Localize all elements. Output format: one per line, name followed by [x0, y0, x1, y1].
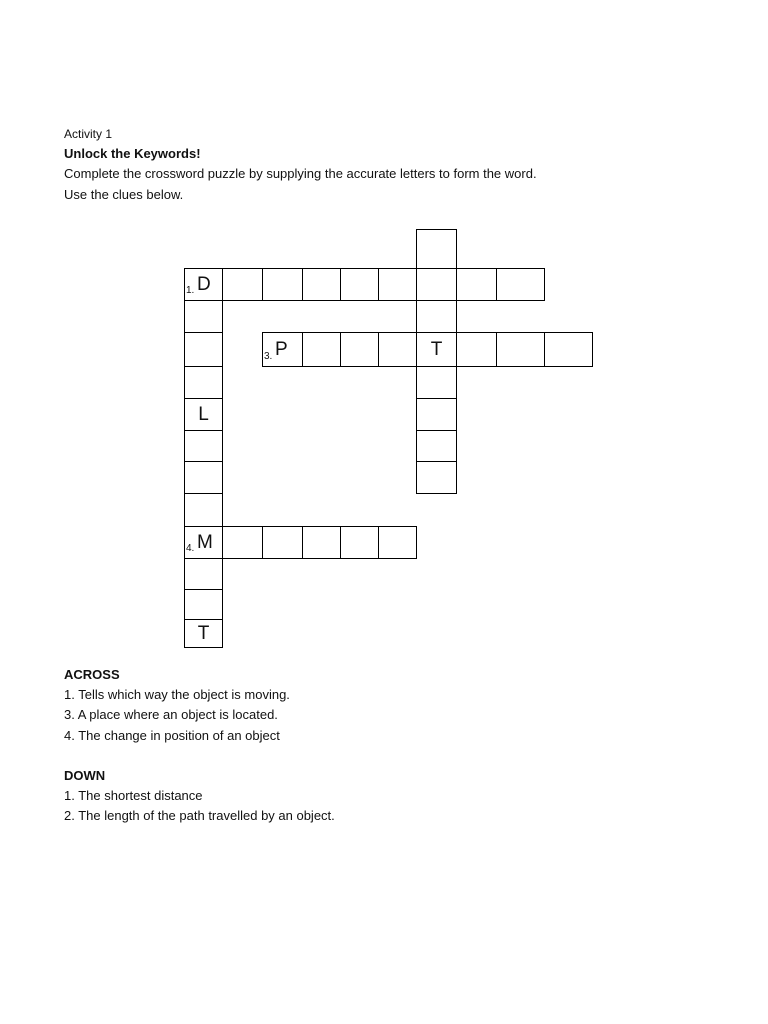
crossword-cell[interactable]	[262, 526, 303, 559]
crossword-cell[interactable]	[184, 398, 223, 431]
activity-label: Activity 1	[64, 127, 113, 141]
down-heading: DOWN	[64, 768, 106, 783]
crossword-cell[interactable]	[416, 332, 457, 367]
page-title: Unlock the Keywords!	[64, 146, 201, 161]
clue-number: 3.	[264, 351, 273, 362]
cell-letter: D	[197, 273, 211, 295]
across-clue-1: 1. Tells which way the object is moving.	[64, 687, 290, 702]
crossword-cell[interactable]	[340, 526, 379, 559]
instructions-line-2: Use the clues below.	[64, 187, 184, 202]
crossword-cell[interactable]	[416, 229, 457, 269]
crossword-cell[interactable]	[378, 268, 417, 301]
cell-letter: L	[198, 403, 209, 425]
clue-number: 4.	[186, 543, 195, 554]
cell-letter: T	[430, 338, 443, 360]
down-clue-1: 1. The shortest distance	[64, 788, 203, 803]
crossword-cell[interactable]	[302, 526, 341, 559]
crossword-cell[interactable]	[184, 619, 223, 648]
across-heading: ACROSS	[64, 667, 120, 682]
crossword-cell[interactable]	[416, 268, 457, 301]
crossword-cell[interactable]	[302, 332, 341, 367]
across-clue-3: 3. A place where an object is located.	[64, 707, 278, 722]
down-clue-2: 2. The length of the path travelled by an object.	[64, 808, 335, 823]
crossword-cell[interactable]	[496, 332, 545, 367]
across-clue-4: 4. The change in position of an object	[64, 728, 280, 743]
crossword-cell[interactable]	[184, 461, 223, 494]
crossword-cell[interactable]	[184, 526, 223, 559]
crossword-cell[interactable]	[302, 268, 341, 301]
crossword-cell[interactable]	[222, 268, 263, 301]
crossword-cell[interactable]	[340, 268, 379, 301]
crossword-cell[interactable]	[544, 332, 593, 367]
crossword-cell[interactable]	[416, 398, 457, 431]
cell-letter: P	[275, 338, 288, 360]
instructions-line-1: Complete the crossword puzzle by supplying the accurate letters to form the word.	[64, 166, 537, 181]
crossword-cell[interactable]	[184, 300, 223, 333]
crossword-cell[interactable]	[184, 268, 223, 301]
crossword-cell[interactable]	[378, 332, 417, 367]
crossword-cell[interactable]	[184, 366, 223, 399]
crossword-cell[interactable]	[184, 558, 223, 590]
crossword-cell[interactable]	[496, 268, 545, 301]
crossword-cell[interactable]	[184, 589, 223, 620]
crossword-cell[interactable]	[378, 526, 417, 559]
crossword-cell[interactable]	[456, 332, 497, 367]
crossword-cell[interactable]	[340, 332, 379, 367]
crossword-cell[interactable]	[416, 366, 457, 399]
crossword-cell[interactable]	[416, 461, 457, 494]
cell-letter: M	[197, 531, 213, 553]
crossword-cell[interactable]	[262, 268, 303, 301]
crossword-cell[interactable]	[222, 526, 263, 559]
crossword-cell[interactable]	[416, 300, 457, 333]
crossword-cell[interactable]	[184, 332, 223, 367]
cell-letter: T	[197, 622, 210, 644]
crossword-cell[interactable]	[456, 268, 497, 301]
crossword-cell[interactable]	[416, 430, 457, 462]
crossword-cell[interactable]	[262, 332, 303, 367]
clue-number: 1.	[186, 285, 195, 296]
crossword-cell[interactable]	[184, 493, 223, 527]
crossword-cell[interactable]	[184, 430, 223, 462]
